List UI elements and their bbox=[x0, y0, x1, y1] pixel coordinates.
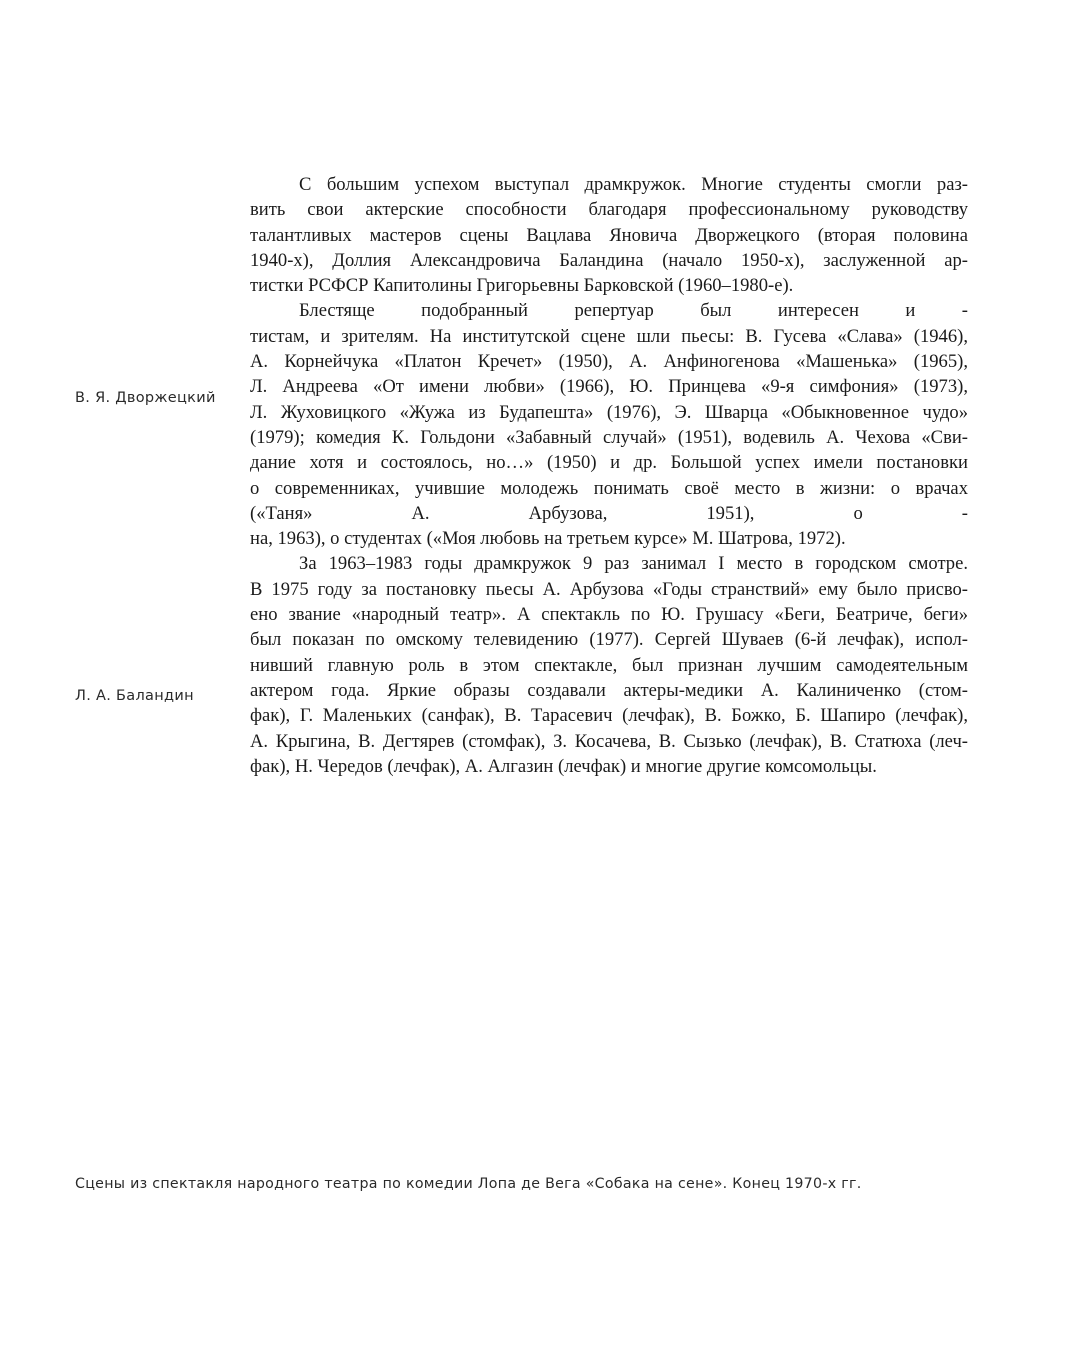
text-line: Л. Андреева «От имени любви» (1966), Ю. Принцева «9-я симфония» (1973), bbox=[250, 376, 968, 398]
article-body bbox=[250, 172, 968, 779]
text-line: Л. Жуховицкого «Жужа из Будапешта» (1976), Э. Шварца «Обыкновенное чудо» bbox=[250, 401, 968, 423]
text-line: о современниках, учившие молодежь понимать своё место в жизни: о врачах bbox=[250, 477, 968, 499]
text-line: (1979); комедия К. Гольдони «Забавный случай» (1951), водевиль А. Чехова «Сви- bbox=[250, 426, 968, 448]
text-line: на, 1963), о студентах («Моя любовь на третьем курсе» М. Шатрова, 1972). bbox=[250, 528, 846, 550]
text-line: За 1963–1983 годы драмкружок 9 раз занимал I место в городском смотре. bbox=[299, 553, 968, 575]
text-line: вить свои актерские способности благодаря профессиональному руководству bbox=[250, 199, 968, 221]
text-line: дание хотя и состоялось, но…» (1950) и др. Большой успех имели постановки bbox=[250, 452, 968, 474]
text-line: В 1975 году за постановку пьесы А. Арбузова «Годы странствий» ему было присво- bbox=[250, 578, 968, 600]
text-line: 1940-х), Доллия Александровича Баландина (начало 1950-х), заслуженной ар- bbox=[250, 249, 968, 271]
photo-caption-balandin: Л. А. Баландин bbox=[75, 688, 194, 704]
text-line: тистки РСФСР Капитолины Григорьевны Барковской (1960–1980-е). bbox=[250, 275, 794, 297]
text-line: нивший главную роль в этом спектакле, был признан лучшим самодеятельным bbox=[250, 654, 968, 676]
text-line: актером года. Яркие образы создавали актеры-медики А. Калиниченко (стом- bbox=[250, 679, 968, 701]
photo-caption-dvorzhetsky: В. Я. Дворжецкий bbox=[75, 390, 216, 406]
photo-caption-scenes: Сцены из спектакля народного театра по комедии Лопа де Вега «Собака на сене». Конец 1970-х гг. bbox=[75, 1176, 862, 1192]
text-line: фак), Н. Чередов (лечфак), А. Алгазин (лечфак) и многие другие комсомольцы. bbox=[250, 755, 877, 777]
text-line: («Таня» А. Арбузова, 1951), о - bbox=[250, 502, 968, 524]
text-line: А. Крыгина, В. Дегтярев (стомфак), З. Косачева, В. Сызько (лечфак), В. Статюха (леч- bbox=[250, 730, 968, 752]
text-line: тистам, и зрителям. На институтской сцене шли пьесы: В. Гусева «Слава» (1946), bbox=[250, 325, 968, 347]
text-line: Блестяще подобранный репертуар был интересен и - bbox=[299, 300, 968, 322]
text-line: С большим успехом выступал драмкружок. Многие студенты смогли раз- bbox=[299, 174, 968, 195]
text-line: ено звание «народный театр». А спектакль по Ю. Грушасу «Беги, Беатриче, беги» bbox=[250, 604, 968, 626]
text-line: фак), Г. Маленьких (санфак), В. Тарасевич (лечфак), В. Божко, Б. Шапиро (лечфак), bbox=[250, 705, 968, 727]
text-line: был показан по омскому телевидению (1977). Сергей Шуваев (6-й лечфак), испол- bbox=[250, 629, 968, 651]
text-line: А. Корнейчука «Платон Кречет» (1950), А. Анфиногенова «Машенька» (1965), bbox=[250, 351, 968, 373]
text-line: талантливых мастеров сцены Вацлава Яновича Дворжецкого (вторая половина bbox=[250, 224, 968, 246]
